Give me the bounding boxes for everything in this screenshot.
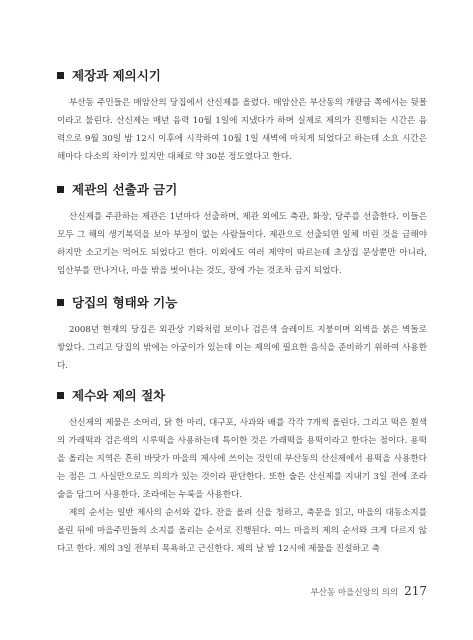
body-paragraph: 산신제를 주관하는 제관은 1년마다 선출하며, 제관 외에도 축관, 화장, 당주를 선출한다. 이들은 모두 그 해의 생기복덕을 보아 부정이 없는 사람들이다. 제관으로 선출되면 일체 비린 것을 금해야 하지만 소고기는 먹어도 되었다고 한다. 이외에도 여러 제약이 따르는데 초상집 문상뿐만 아니라, 임산부를 만나거나, 마을 밖을 벗어나는 것도, 장에 가는 것조차 금지 되었다. (57, 212, 427, 276)
page-footer (311, 584, 427, 598)
section-heading-text: 제장과 제의시기 (72, 68, 161, 83)
body-paragraph: 부산동 주민들은 매암산의 당집에서 산신제를 올렸다. 매암산은 부산동의 개량금 쪽에서는 뒷몰이라고 불린다. 산신제는 매년 음력 10월 1일에 지냈다가 하며 실제로 제의가 진행되는 시간은 음력으로 9월 30일 밤 12시 이후에 시작하여 10월 1일 새벽에 마치게 되었다고 하는데 소요 시간은 해마다 다소의 차이가 있지만 대체로 약 30분 정도였다고 한다. (57, 98, 427, 162)
square-bullet-icon (57, 186, 64, 193)
section-ritual-site-and-timing (57, 66, 427, 166)
section-heading (57, 66, 427, 84)
body-paragraph: 2008년 현재의 당집은 외관상 기와처럼 보이나 검은색 슬레이트 지붕이며 외벽을 붉은 벽돌로 쌓았다. 그리고 당집의 밖에는 아궁이가 있는데 이는 제의에 필요한 음식을 준비하기 위하여 사용한다. (57, 325, 427, 371)
square-bullet-icon (57, 72, 64, 79)
section-heading-text: 제관의 선출과 금기 (72, 182, 178, 197)
body-paragraph: 제의 순서는 일반 제사의 순서와 같다. 잔을 올려 신을 청하고, 축문을 읽고, 마을의 대동소지를 올린 뒤에 마을주민들의 소지를 올리는 순서로 진행된다. 여느 마을의 제의 순서와 크게 다르지 않다고 한다. 제의 3일 전부터 목욕하고 근신한다. 제의 날 밤 12시에 제물을 진설하고 축 (57, 508, 427, 554)
section-heading-text: 당집의 형태와 기능 (72, 295, 178, 310)
section-heading (57, 180, 427, 198)
page-number: 217 (404, 584, 427, 598)
running-footer-title: 부산동 마을신앙의 의의 (310, 588, 399, 598)
square-bullet-icon (57, 299, 64, 306)
section-heading (57, 386, 427, 404)
section-heading-text: 제수와 제의 절차 (72, 388, 166, 403)
section-shrine-form-and-function (57, 293, 427, 375)
section-offerings-and-procedure (57, 386, 427, 558)
section-officiant-selection-and-taboos (57, 180, 427, 280)
body-paragraph: 산신제의 제물은 소머리, 닭 한 마리, 대구포, 사과와 배를 각각 7개씩 올린다. 그리고 떡은 흰색의 가래떡과 검은색의 시루떡을 사용하는데 특이한 것은 가래떡을 용떡이라고 한다는 점이다. 용떡을 올리는 지역은 흔히 바닷가 마을의 제사에 쓰이는 것인데 부산동의 산신제에서 용떡을 사용한다는 점은 그 사실만으로도 의의가 있는 것이라 판단한다. 또한 술은 산신제를 지내기 3일 전에 조라술을 담그어 사용한다. 조라에는 누룩을 사용한다. (57, 418, 427, 500)
square-bullet-icon (57, 392, 64, 399)
section-heading (57, 293, 427, 311)
